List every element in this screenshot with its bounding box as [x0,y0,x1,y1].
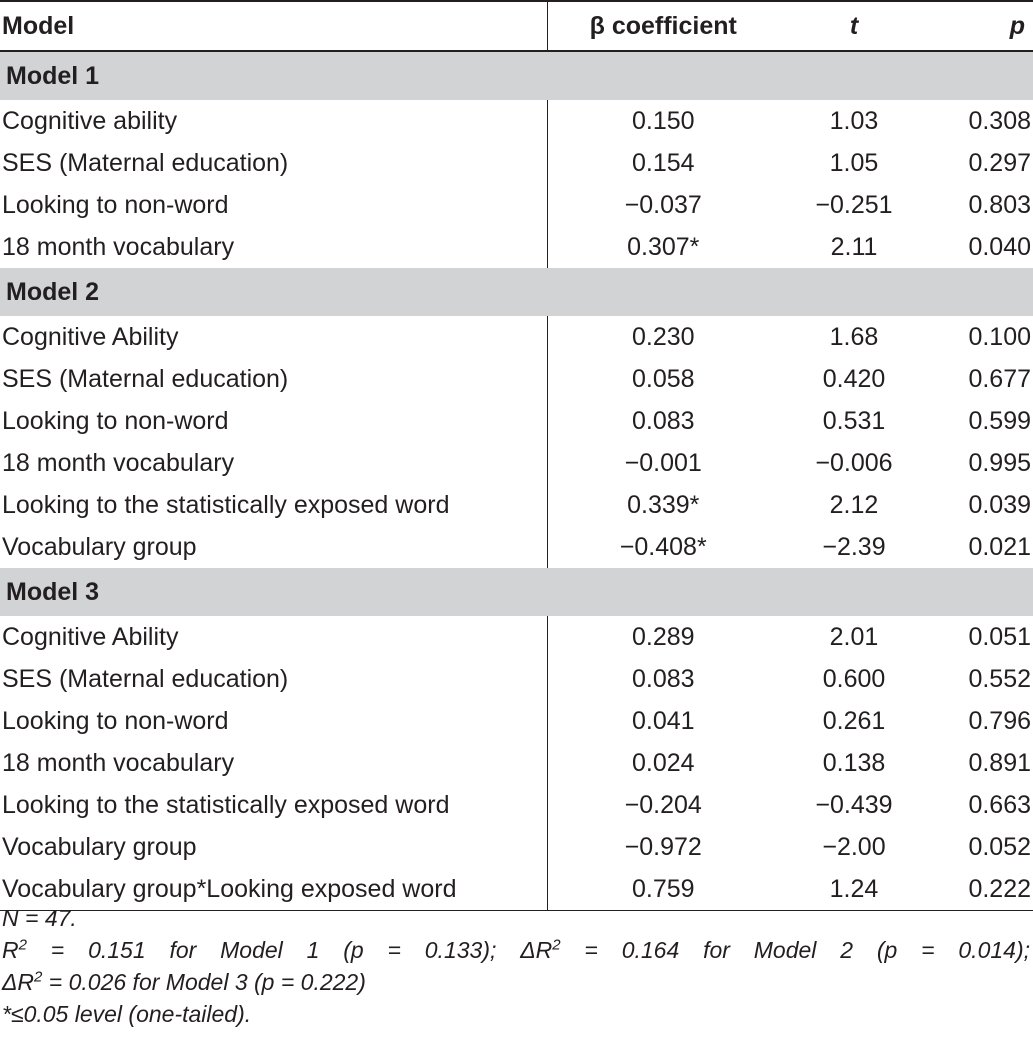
cell-t: −0.006 [815,448,893,477]
note-r2-line-2 [2,966,1030,998]
header-model: Model [0,1,547,51]
cell-variable: 18 month vocabulary [0,226,547,268]
table-row [0,358,1033,400]
cell-variable: Vocabulary group*Looking exposed word [0,868,547,911]
cell-p: 0.100 [968,322,1031,351]
note-r2-text-1: = 0.151 for Model 1 (p = 0.133); ΔR [26,937,553,963]
note-superscript: 2 [18,936,27,954]
cell-variable: Looking to non-word [0,400,547,442]
table-row [0,226,1033,268]
cell-beta: 0.024 [631,748,695,777]
cell-t: 0.138 [822,748,886,777]
cell-t: −0.251 [815,190,893,219]
table-body [0,51,1033,911]
cell-t: 1.68 [829,322,879,351]
header-row [0,1,1033,51]
cell-beta: −0.408* [619,532,707,561]
cell-p: 0.021 [968,532,1031,561]
table-row [0,784,1033,826]
table-row [0,526,1033,568]
cell-p: 0.297 [968,148,1031,177]
note-r2-text-3: = 0.026 for Model 3 (p = 0.222) [42,969,366,995]
table-row [0,658,1033,700]
cell-p: 0.599 [968,406,1031,435]
cell-p: 0.052 [968,832,1031,861]
note-r2-line-1 [2,934,1030,966]
cell-t: −0.439 [815,790,893,819]
cell-p: 0.308 [968,106,1031,135]
header-t: t [779,1,929,51]
note-delta-r: ΔR [2,969,35,995]
table-row [0,484,1033,526]
header-p: p [929,1,1033,51]
cell-beta: 0.154 [631,148,695,177]
cell-t: 0.420 [822,364,886,393]
cell-t: 1.05 [829,148,879,177]
cell-t: 1.24 [779,868,929,911]
cell-variable: SES (Maternal education) [0,358,547,400]
header-beta: β coefficient [547,1,779,51]
cell-beta: −0.972 [624,832,702,861]
cell-p: 0.051 [968,622,1031,651]
cell-p: 0.677 [968,364,1031,393]
cell-p: 0.891 [968,748,1031,777]
cell-p: 0.222 [929,868,1033,911]
table-row [0,700,1033,742]
cell-variable: Looking to the statistically exposed word [0,784,547,826]
cell-variable: Looking to non-word [0,184,547,226]
cell-variable: Vocabulary group [0,826,547,868]
cell-beta: 0.083 [631,406,695,435]
cell-variable: SES (Maternal education) [0,658,547,700]
section-header-row [0,568,1033,616]
cell-t: −2.00 [822,832,886,861]
cell-t: 1.03 [829,106,879,135]
table-row [0,742,1033,784]
section-title: Model 2 [0,268,1033,316]
section-title: Model 3 [0,568,1033,616]
cell-beta: 0.058 [631,364,695,393]
note-r-symbol: R [2,937,19,963]
cell-p: 0.796 [968,706,1031,735]
table-row [0,316,1033,358]
cell-t: 2.11 [830,232,878,261]
cell-t: 0.261 [822,706,886,735]
cell-variable: Cognitive Ability [0,316,547,358]
cell-beta: −0.037 [624,190,702,219]
cell-variable: Looking to non-word [0,700,547,742]
cell-beta: 0.041 [631,706,695,735]
cell-variable: Cognitive Ability [0,616,547,658]
cell-variable: 18 month vocabulary [0,742,547,784]
cell-p: 0.552 [968,664,1031,693]
table-row [0,442,1033,484]
table-row [0,616,1033,658]
cell-beta: −0.001 [624,448,702,477]
cell-beta: 0.083 [631,664,695,693]
cell-p: 0.039 [968,490,1031,519]
table-row [0,100,1033,142]
cell-t: 2.01 [829,622,879,651]
cell-variable: Cognitive ability [0,100,547,142]
cell-beta: 0.339* [627,490,700,519]
section-title: Model 1 [0,51,1033,100]
cell-t: 0.531 [822,406,886,435]
cell-t: 0.600 [822,664,886,693]
cell-p: 0.663 [968,790,1031,819]
cell-beta: 0.759 [547,868,779,911]
cell-p: 0.995 [968,448,1031,477]
cell-p: 0.803 [968,190,1031,219]
cell-beta: −0.204 [624,790,702,819]
table-notes [2,902,1030,1030]
cell-beta: 0.230 [631,322,695,351]
cell-beta: 0.307* [627,232,700,261]
note-r2-text-2: = 0.164 for Model 2 (p = 0.014); [560,937,1030,963]
note-superscript: 2 [34,968,43,986]
note-significance: *≤0.05 level (one-tailed). [2,1001,252,1027]
cell-variable: 18 month vocabulary [0,442,547,484]
cell-beta: 0.289 [631,622,695,651]
section-header-row [0,51,1033,100]
note-sample-size: N = 47. [2,905,77,931]
table-row [0,400,1033,442]
cell-variable: Looking to the statistically exposed word [0,484,547,526]
cell-t: 2.12 [829,490,879,519]
table-row [0,184,1033,226]
cell-variable: SES (Maternal education) [0,142,547,184]
note-superscript: 2 [552,936,561,954]
table-row [0,826,1033,868]
section-header-row [0,268,1033,316]
cell-variable: Vocabulary group [0,526,547,568]
cell-beta: 0.150 [631,106,695,135]
table-row [0,142,1033,184]
cell-t: −2.39 [822,532,886,561]
cell-p: 0.040 [968,232,1031,261]
